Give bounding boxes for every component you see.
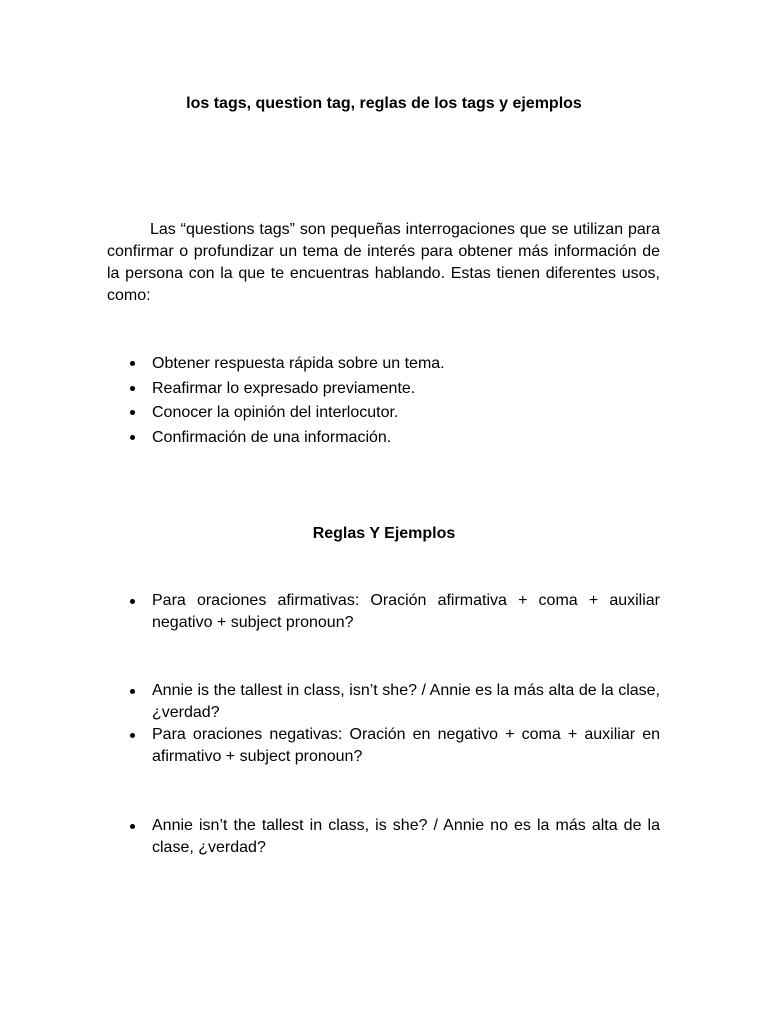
list-item: [107, 426, 660, 451]
list-item-text: Conocer la opinión del interlocutor.: [152, 404, 399, 421]
list-item: [107, 352, 660, 377]
document-title: los tags, question tag, reglas de los tags y ejemplos: [186, 95, 582, 112]
list-item: [107, 401, 660, 426]
list-item: [107, 590, 660, 634]
list-item-text: Confirmación de una información.: [152, 428, 392, 446]
list-item: [107, 680, 660, 724]
example-negative-text: Annie isn’t the tallest in class, is she? / Annie no es la más alta de la clase, ¿verdad?: [152, 817, 660, 856]
example-negative-list: [107, 815, 660, 859]
bullet-icon: [130, 733, 135, 738]
example-affirmative-text: Annie is the tallest in class, isn’t she? / Annie es la más alta de la clase, ¿verdad?: [152, 682, 660, 721]
bullet-icon: [130, 386, 135, 391]
rule-affirmative-list: [107, 590, 660, 634]
list-item: [107, 815, 660, 859]
bullet-icon: [130, 410, 135, 415]
list-item: [107, 724, 660, 768]
bullet-icon: [130, 824, 135, 829]
examples-list: [107, 680, 660, 768]
list-item-text: Obtener respuesta rápida sobre un tema.: [152, 355, 445, 372]
rule-affirmative-text: Para oraciones afirmativas: Oración afirmativa + coma + auxiliar negativo + subject pronoun?: [152, 592, 660, 631]
bullet-icon: [130, 599, 135, 604]
list-item: [107, 377, 660, 402]
uses-list: [107, 352, 660, 450]
bullet-icon: [130, 435, 135, 440]
rule-negative-text: Para oraciones negativas: Oración en negativo + coma + auxiliar en afirmativo + subject pronoun?: [152, 726, 660, 765]
bullet-icon: [130, 689, 135, 694]
bullet-icon: [130, 361, 135, 366]
section-title: Reglas Y Ejemplos: [312, 525, 456, 542]
list-item-text: Reafirmar lo expresado previamente.: [152, 379, 416, 397]
intro-paragraph: Las “questions tags” son pequeñas interrogaciones que se utilizan para confirmar o profundizar un tema de interés para obtener más información de la persona con la que te encuentras hablando. Estas tienen diferentes usos, como:: [107, 221, 660, 304]
